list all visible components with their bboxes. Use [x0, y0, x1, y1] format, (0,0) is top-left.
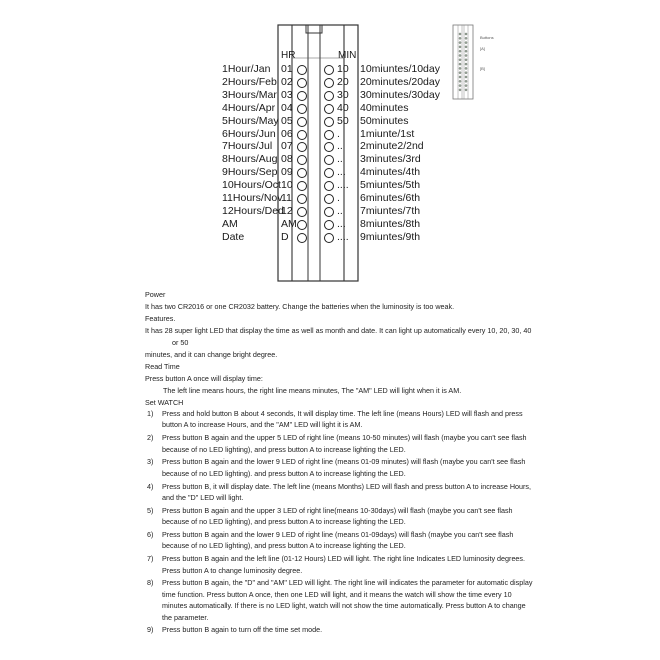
min-header: MIN [338, 50, 357, 61]
step-number: 8) [147, 578, 154, 588]
watch-thumbnail [448, 24, 478, 100]
step-line: Press button B, it will display date. The left line (means Months) LED will flash and press button A to increase Hours, [162, 481, 532, 491]
step-line: because of no LED lighting), and press button A to increase lighting the LED. [162, 517, 406, 527]
step-number: 3) [147, 457, 154, 467]
min-code: ... [337, 166, 346, 179]
left-label: 6Hours/Jun [222, 127, 276, 140]
hr-code: 02 [281, 75, 293, 88]
right-label: 8miuntes/8th [360, 217, 421, 230]
hr-code: 03 [281, 88, 293, 101]
thumb-led-dot [459, 72, 461, 74]
hour-led [297, 78, 307, 88]
left-label: 9Hours/Sep [222, 166, 278, 179]
minute-led [324, 233, 334, 243]
thumb-led-dot [459, 80, 461, 82]
thumb-label-a: [A] [480, 46, 485, 51]
right-label: 2minute2/2nd [360, 140, 424, 153]
set-heading: Set WATCH [145, 398, 184, 407]
thumb-led-dot [465, 50, 467, 52]
step-number: 7) [147, 554, 154, 564]
thumb-led-dot [465, 54, 467, 56]
minute-led [324, 181, 334, 191]
right-label: 20minutes/20day [360, 75, 440, 88]
min-code: 50 [337, 114, 349, 127]
hour-led [297, 65, 307, 75]
hour-led [297, 233, 307, 243]
thumb-led-dot [459, 76, 461, 78]
hr-code: 07 [281, 140, 293, 153]
hour-led [297, 142, 307, 152]
step-number: 2) [147, 433, 154, 443]
left-label: 7Hours/Jul [222, 140, 273, 153]
minute-led [324, 142, 334, 152]
left-label: 10Hours/Oct [222, 179, 281, 192]
min-code: . [337, 127, 340, 140]
min-code: .. [337, 204, 343, 217]
thumb-led-dot [465, 67, 467, 69]
minute-led [324, 78, 334, 88]
thumb-led-dot [459, 63, 461, 65]
step-line: and the "D" LED will light. [162, 493, 244, 502]
left-label: 1Hour/Jan [222, 63, 271, 75]
right-label: 7miuntes/7th [360, 204, 421, 217]
right-label: 3minutes/3rd [360, 153, 421, 166]
step-line: Press button B again to turn off the time set mode. [162, 625, 323, 635]
step-line: time function. Press button A once, then one LED will light, and it means the watch will show the time every 10 [162, 589, 512, 599]
min-code: 10 [337, 63, 349, 75]
right-label: 50minutes [360, 114, 409, 127]
right-label: 40minutes [360, 101, 409, 114]
min-code: 20 [337, 75, 349, 88]
min-code: .. [337, 140, 343, 153]
minute-led [324, 91, 334, 101]
hr-code: 01 [281, 63, 293, 75]
hour-led [297, 207, 307, 217]
hr-code: 06 [281, 127, 293, 140]
thumb-led-dot [465, 72, 467, 74]
hr-header: HR [281, 50, 296, 61]
hour-led [297, 91, 307, 101]
thumb-label-buttons: Buttons [480, 35, 494, 40]
hour-led [297, 168, 307, 178]
features-body-1: It has 28 super light LED that display the time as well as month and date. It can light up automatically every 10, 20, 30, 40 [145, 326, 532, 335]
hour-led [297, 194, 307, 204]
hour-led [297, 220, 307, 230]
step-line: because of no LED lighting), and press button A to increase lighting the LED. [162, 444, 406, 454]
hr-code: D [281, 230, 289, 243]
min-code: 40 [337, 101, 349, 114]
read-heading: Read Time [145, 362, 180, 371]
right-label: 5miuntes/5th [360, 179, 421, 192]
step-line: Press button B again, the "D" and "AM" LED will light. The right line will indicates the parameter for automatic display [162, 578, 533, 588]
hr-code: 05 [281, 114, 293, 127]
power-body: It has two CR2016 or one CR2032 battery. Change the batteries when the luminosity is too weak. [145, 302, 455, 311]
min-code: 30 [337, 88, 349, 101]
hr-code: 10 [281, 179, 293, 192]
left-label: AM [222, 217, 238, 230]
minute-led [324, 168, 334, 178]
thumb-led-dot [465, 46, 467, 48]
thumb-led-dot [459, 59, 461, 61]
hour-led [297, 104, 307, 114]
min-code: .. [337, 153, 343, 166]
hour-led [297, 117, 307, 127]
min-code: ... [337, 217, 346, 230]
minute-led [324, 130, 334, 140]
thumb-led-dot [459, 33, 461, 35]
step-number: 1) [147, 409, 154, 418]
hr-code: 11 [281, 192, 292, 204]
min-code: .... [337, 230, 349, 243]
thumb-led-dot [459, 37, 461, 39]
thumb-led-dot [459, 89, 461, 91]
right-label: 10miuntes/10day [360, 63, 440, 75]
right-label: 9miuntes/9th [360, 230, 421, 243]
step-line: Press button B again and the left line (01-12 Hours) LED will light. The right line Indicates LED luminosity degrees. [162, 554, 526, 564]
thumb-led-dot [459, 54, 461, 56]
step-line: Press button A to change luminosity degree. [162, 565, 303, 575]
hr-code: 12 [281, 204, 293, 217]
right-label: 6minutes/6th [360, 192, 421, 204]
minute-led [324, 194, 334, 204]
step-line: Press button B again and the upper 5 LED of right line (means 10-50 minutes) will flash (maybe you can't see flash [162, 433, 527, 443]
thumb-led-dot [459, 46, 461, 48]
read-body-2: The left line means hours, the right line means minutes, The "AM" LED will light when it is AM. [163, 386, 462, 395]
thumb-led-dot [465, 37, 467, 39]
features-body-2: or 50 [172, 338, 189, 347]
step-line: Press button B again and the lower 9 LED of right line (means 01-09days) will flash (maybe you can't see flash [162, 530, 514, 539]
step-line: Press and hold button B about 4 seconds, It will display time. The left line (means Hours) LED will flash and press [162, 409, 523, 418]
step-line: minutes automatically. If there is no LED light, watch will not show the time automatically. Press button A to change [162, 601, 526, 611]
step-line: button A to increase Hours, and the "AM" LED will light it is AM. [162, 420, 363, 430]
thumb-led-dot [465, 59, 467, 61]
minute-led [324, 220, 334, 230]
thumb-led-dot [459, 42, 461, 44]
watch-diagram [0, 0, 660, 290]
step-number: 4) [147, 481, 154, 491]
step-number: 6) [147, 530, 154, 539]
left-label: 8Hours/Aug [222, 153, 278, 166]
left-label: 5Hours/May [222, 114, 279, 127]
minute-led [324, 207, 334, 217]
features-heading: Features. [145, 314, 176, 323]
step-number: 9) [147, 625, 154, 635]
step-line: the parameter. [162, 612, 209, 622]
right-label: 1miunte/1st [360, 127, 415, 140]
thumb-label-b: [B] [480, 66, 485, 71]
left-label: Date [222, 230, 245, 243]
hr-code: AM [281, 217, 297, 230]
thumb-led-dot [465, 33, 467, 35]
min-code: . [337, 192, 340, 204]
left-label: 2Hours/Feb [222, 75, 277, 88]
thumb-led-dot [465, 89, 467, 91]
hour-led [297, 130, 307, 140]
step-number: 5) [147, 505, 154, 515]
thumb-led-dot [465, 63, 467, 65]
hour-led [297, 155, 307, 165]
minute-led [324, 65, 334, 75]
left-label: 11Hours/Nov [222, 192, 283, 204]
thumb-led-dot [459, 67, 461, 69]
step-line: Press button B again and the lower 9 LED of right line (means 01-09 minutes) will flash (maybe you can't see flash [162, 457, 526, 467]
read-body-1: Press button A once will display time: [145, 374, 263, 383]
power-heading: Power [145, 290, 166, 299]
left-label: 12Hours/Ded [222, 204, 284, 217]
step-line: because of no LED lighting), and press button A to increase lighting the LED. [162, 541, 406, 551]
right-label: 30minutes/30day [360, 88, 440, 101]
min-code: .... [337, 179, 349, 192]
thumb-led-dot [465, 85, 467, 87]
left-label: 4Hours/Apr [222, 101, 276, 114]
hr-code: 09 [281, 166, 293, 179]
right-label: 4minutes/4th [360, 166, 421, 179]
hour-led [297, 181, 307, 191]
thumb-led-dot [459, 85, 461, 87]
features-body-3: minutes, and it can change bright degree. [145, 350, 278, 359]
thumb-led-dot [465, 80, 467, 82]
step-line: because of no LED lighting). and press button A to increase lighting the LED. [162, 468, 406, 478]
minute-led [324, 155, 334, 165]
step-line: Press button B again and the upper 3 LED of right line(means 10-30days) will flash (maybe you can't see flash [162, 505, 513, 515]
thumb-led-dot [465, 42, 467, 44]
left-label: 3Hours/Mar [222, 88, 277, 101]
hr-code: 08 [281, 153, 293, 166]
minute-led [324, 104, 334, 114]
thumb-led-dot [459, 50, 461, 52]
thumb-led-dot [465, 76, 467, 78]
hr-code: 04 [281, 101, 293, 114]
minute-led [324, 117, 334, 127]
